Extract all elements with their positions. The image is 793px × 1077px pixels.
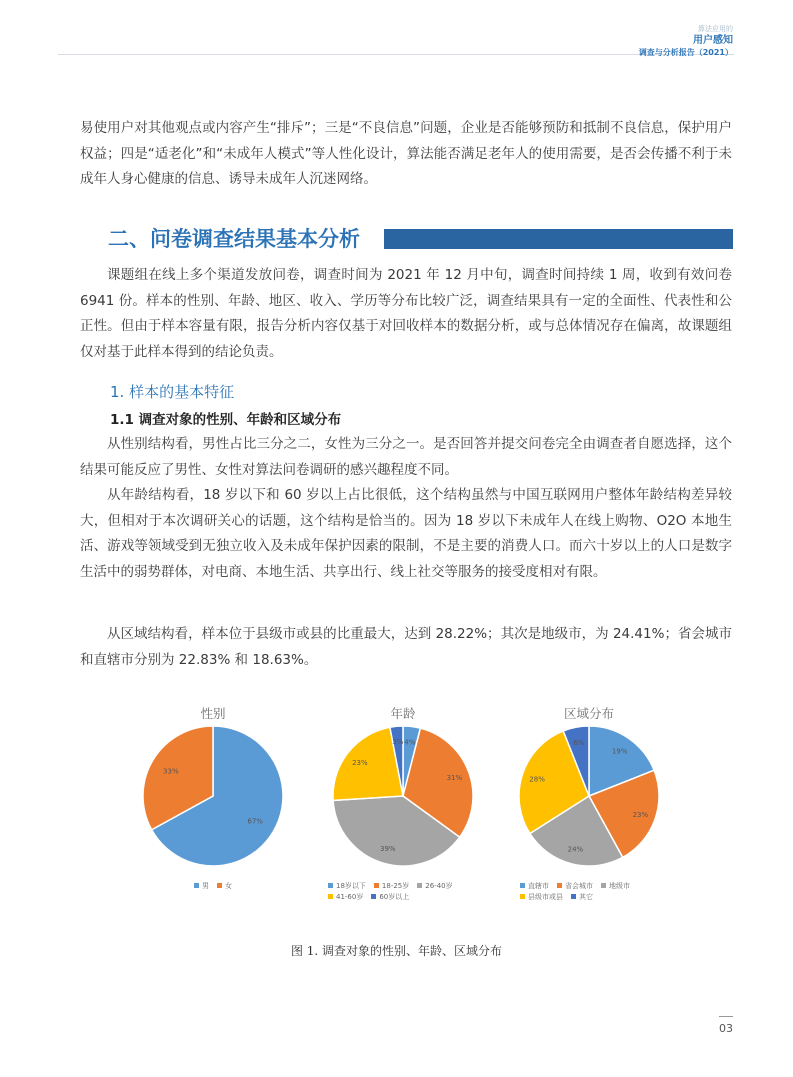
intro-paragraph: 易使用户对其他观点或内容产生“排斥”；三是“不良信息”问题，企业是否能够预防和抵制不良信息，保护用户权益；四是“适老化”和“未成年人模式”等人性化设计，算法能否满足老年人的使用需要，是否会传播不利于未成年人身心健康的信息、诱导未成年人沉迷网络。 xyxy=(80,120,732,187)
age-chart xyxy=(308,705,498,903)
pie-data-label: 3% xyxy=(392,738,404,747)
legend-label: 直辖市 xyxy=(528,882,549,890)
legend-label: 女 xyxy=(225,882,232,890)
header-title: 用户感知 xyxy=(693,35,733,46)
page-number-rule xyxy=(719,1016,733,1017)
survey-paragraph: 课题组在线上多个渠道发放问卷，调查时间为 2021 年 12 月中旬，调查时间持续 1 周，收到有效问卷 6941 份。样本的性别、年龄、地区、收入、学历等分布比较广泛，调查结果具有一定的全面性、代表性和公正性。但由于样本容量有限，报告分析内容仅基于对回收样本的数据分析，或与总体情况存在偏离，故课题组仅对基于此样本得到的结论负责。 xyxy=(80,267,732,360)
pie-data-label: 24% xyxy=(567,845,584,854)
pie-region xyxy=(494,723,684,878)
legend-item xyxy=(374,881,409,892)
legend-label: 其它 xyxy=(579,893,593,901)
legend-item xyxy=(520,881,549,892)
figure-caption: 图 1. 调查对象的性别、年龄、区域分布 xyxy=(290,944,503,958)
legend-label: 18-25岁 xyxy=(381,882,410,890)
region-paragraph: 从区域结构看，样本位于县级市或县的比重最大，达到 28.22%；其次是地级市，为 24.41%；省会城市和直辖市分别为 22.83% 和 18.63%。 xyxy=(80,626,732,668)
legend-item xyxy=(557,881,593,892)
subheading-sample-features: 1. 样本的基本特征 xyxy=(110,383,235,401)
pie-data-label: 33% xyxy=(163,767,179,776)
pie-data-label: 23% xyxy=(352,759,368,768)
pie-data-label: 19% xyxy=(611,747,628,756)
header-subtitle: 算法应用的 xyxy=(698,25,733,33)
pie-data-label: 6% xyxy=(573,738,585,747)
gender-legend xyxy=(118,881,308,892)
legend-label: 60岁以上 xyxy=(379,893,410,901)
pie-data-label: 4% xyxy=(404,738,416,747)
legend-label: 18岁以下 xyxy=(336,882,366,890)
legend-label: 地级市 xyxy=(609,882,630,890)
legend-label: 省会城市 xyxy=(565,882,593,890)
age-paragraph: 从年龄结构看，18 岁以下和 60 岁以上占比很低，这个结构虽然与中国互联网用户整体年龄结构差异较大，但相对于本次调研关心的话题，这个结构是恰当的。因为 18 岁以下未成年人在线上购物、O2O 本地生活、游戏等领域受到无独立收入及未成年保护因素的限制，不是主要的消费人口。而六十岁以上的人口是数字生活中的弱势群体，对电商、本地生活、共享出行、线上社交等服务的接受度相对有限。 xyxy=(80,487,732,580)
chart-title: 性别 xyxy=(200,706,226,721)
legend-label: 26-40岁 xyxy=(425,882,453,890)
subheading-distribution: 1.1 调查对象的性别、年龄和区域分布 xyxy=(110,412,342,428)
region-legend xyxy=(494,881,684,903)
pie-data-label: 31% xyxy=(446,774,463,783)
gender-paragraph: 从性别结构看，男性占比三分之二，女性为三分之一。是否回答并提交问卷完全由调查者自愿选择，这个结果可能反应了男性、女性对算法问卷调研的感兴趣程度不同。 xyxy=(80,436,732,478)
pie-gender xyxy=(118,723,308,878)
legend-item xyxy=(520,892,563,903)
chart-title: 区域分布 xyxy=(563,706,614,721)
pie-data-label: 23% xyxy=(632,810,649,819)
legend-label: 41-60岁 xyxy=(336,893,364,901)
legend-item xyxy=(417,881,452,892)
gender-chart xyxy=(118,705,308,892)
legend-item xyxy=(217,881,232,892)
region-chart xyxy=(494,705,684,903)
legend-item xyxy=(328,881,366,892)
pie-data-label: 28% xyxy=(529,775,545,784)
legend-item xyxy=(601,881,630,892)
pie-age xyxy=(308,723,498,878)
page-number: 03 xyxy=(719,1022,733,1035)
legend-item xyxy=(371,892,409,903)
section-title: 二、问卷调查结果基本分析 xyxy=(108,227,360,251)
legend-label: 县级市或县 xyxy=(528,893,563,901)
legend-item xyxy=(328,892,363,903)
age-legend xyxy=(308,881,498,903)
running-header xyxy=(639,24,733,58)
header-divider xyxy=(58,54,734,55)
pie-data-label: 39% xyxy=(379,844,396,853)
chart-title: 年龄 xyxy=(390,706,416,721)
pie-data-label: 67% xyxy=(247,817,263,826)
legend-label: 男 xyxy=(202,882,209,890)
legend-item xyxy=(194,881,209,892)
section-title-bar xyxy=(384,229,733,249)
header-report: 调查与分析报告（2021） xyxy=(638,48,733,57)
legend-item xyxy=(571,892,593,903)
